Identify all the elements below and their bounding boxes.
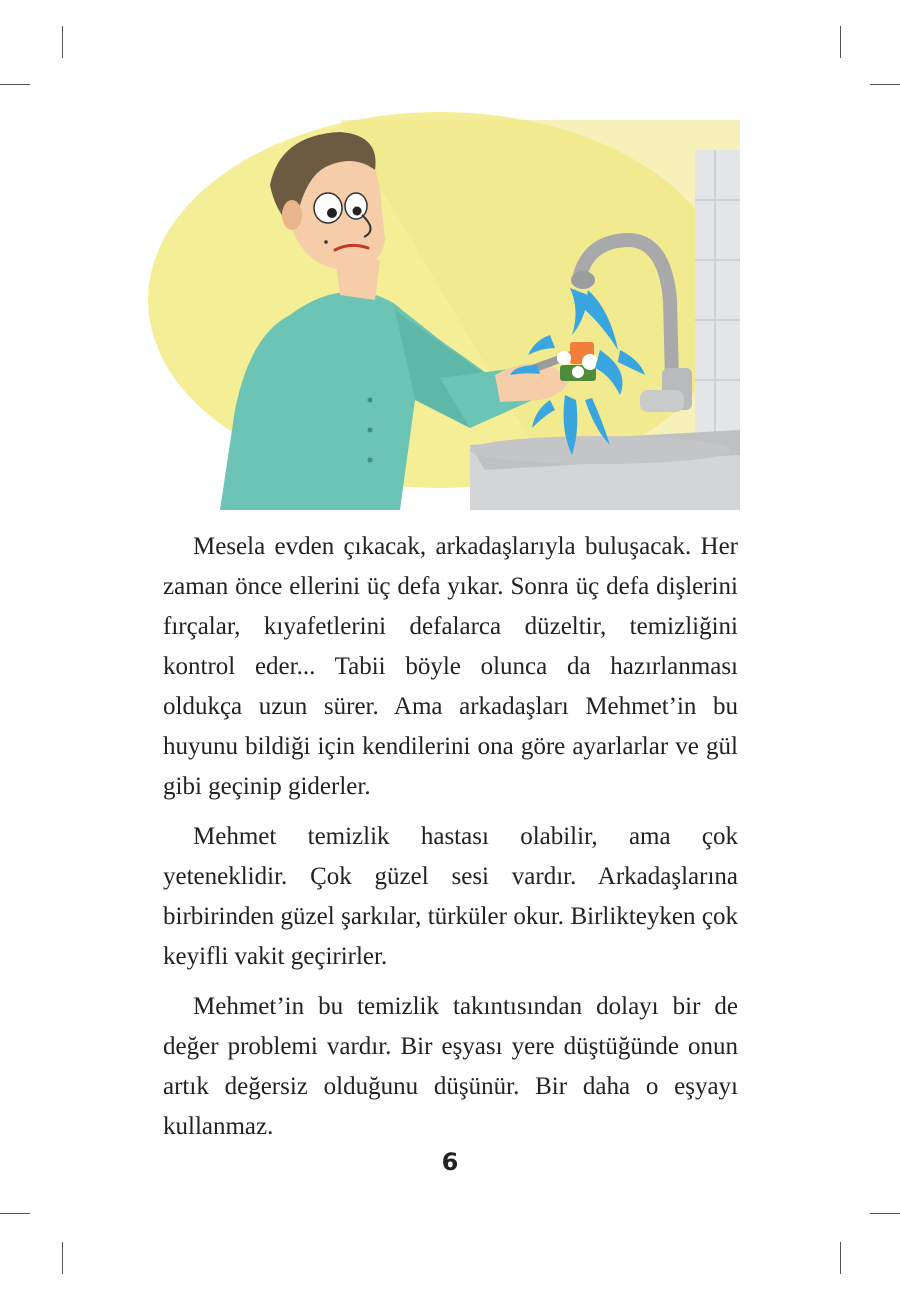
sink <box>470 430 740 510</box>
crop-mark-bottom-left-h <box>0 1213 30 1214</box>
crop-mark-top-right-h <box>870 84 900 85</box>
man-washing-toothbrush-illustration <box>140 110 750 510</box>
paragraph-1: Mesela evden çıkacak, arkadaşlarıyla buluşacak. Her zaman önce ellerini üç defa yıkar. Sonra üç defa dişlerini fırçalar, kıyafetlerini defalarca düzeltir, temizliğini kontrol eder... Tabii böyle olunca da hazırlanması oldukça uzun sürer. Ama arkadaşları Mehmet’in bu huyunu bildiği için kendilerini ona göre ayarlarlar ve gül gibi geçinip giderler. <box>163 533 738 800</box>
tile-wall <box>695 150 740 470</box>
crop-mark-top-left <box>62 26 63 58</box>
body-text <box>163 527 738 1157</box>
crop-mark-top-right <box>840 26 841 58</box>
page-number: 6 <box>441 1148 459 1176</box>
crop-mark-top-left-h <box>0 84 30 85</box>
paragraph-2: Mehmet temizlik hastası olabilir, ama çok yeteneklidir. Çok güzel sesi vardır. Arkadaşlarına birbirinden güzel şarkılar, türküler okur. Birlikteyken çok keyifli vakit geçirirler. <box>163 823 738 970</box>
paragraph-3: Mehmet’in bu temizlik takıntısından dolayı bir de değer problemi vardır. Bir eşyası yere düştüğünde onun artık değersiz olduğunu düşünür. Bir daha o eşyayı kullanmaz. <box>163 993 738 1140</box>
crop-mark-bottom-right <box>840 1242 841 1274</box>
crop-mark-bottom-right-h <box>870 1213 900 1214</box>
illustration <box>140 110 750 510</box>
crop-mark-bottom-left <box>62 1242 63 1274</box>
